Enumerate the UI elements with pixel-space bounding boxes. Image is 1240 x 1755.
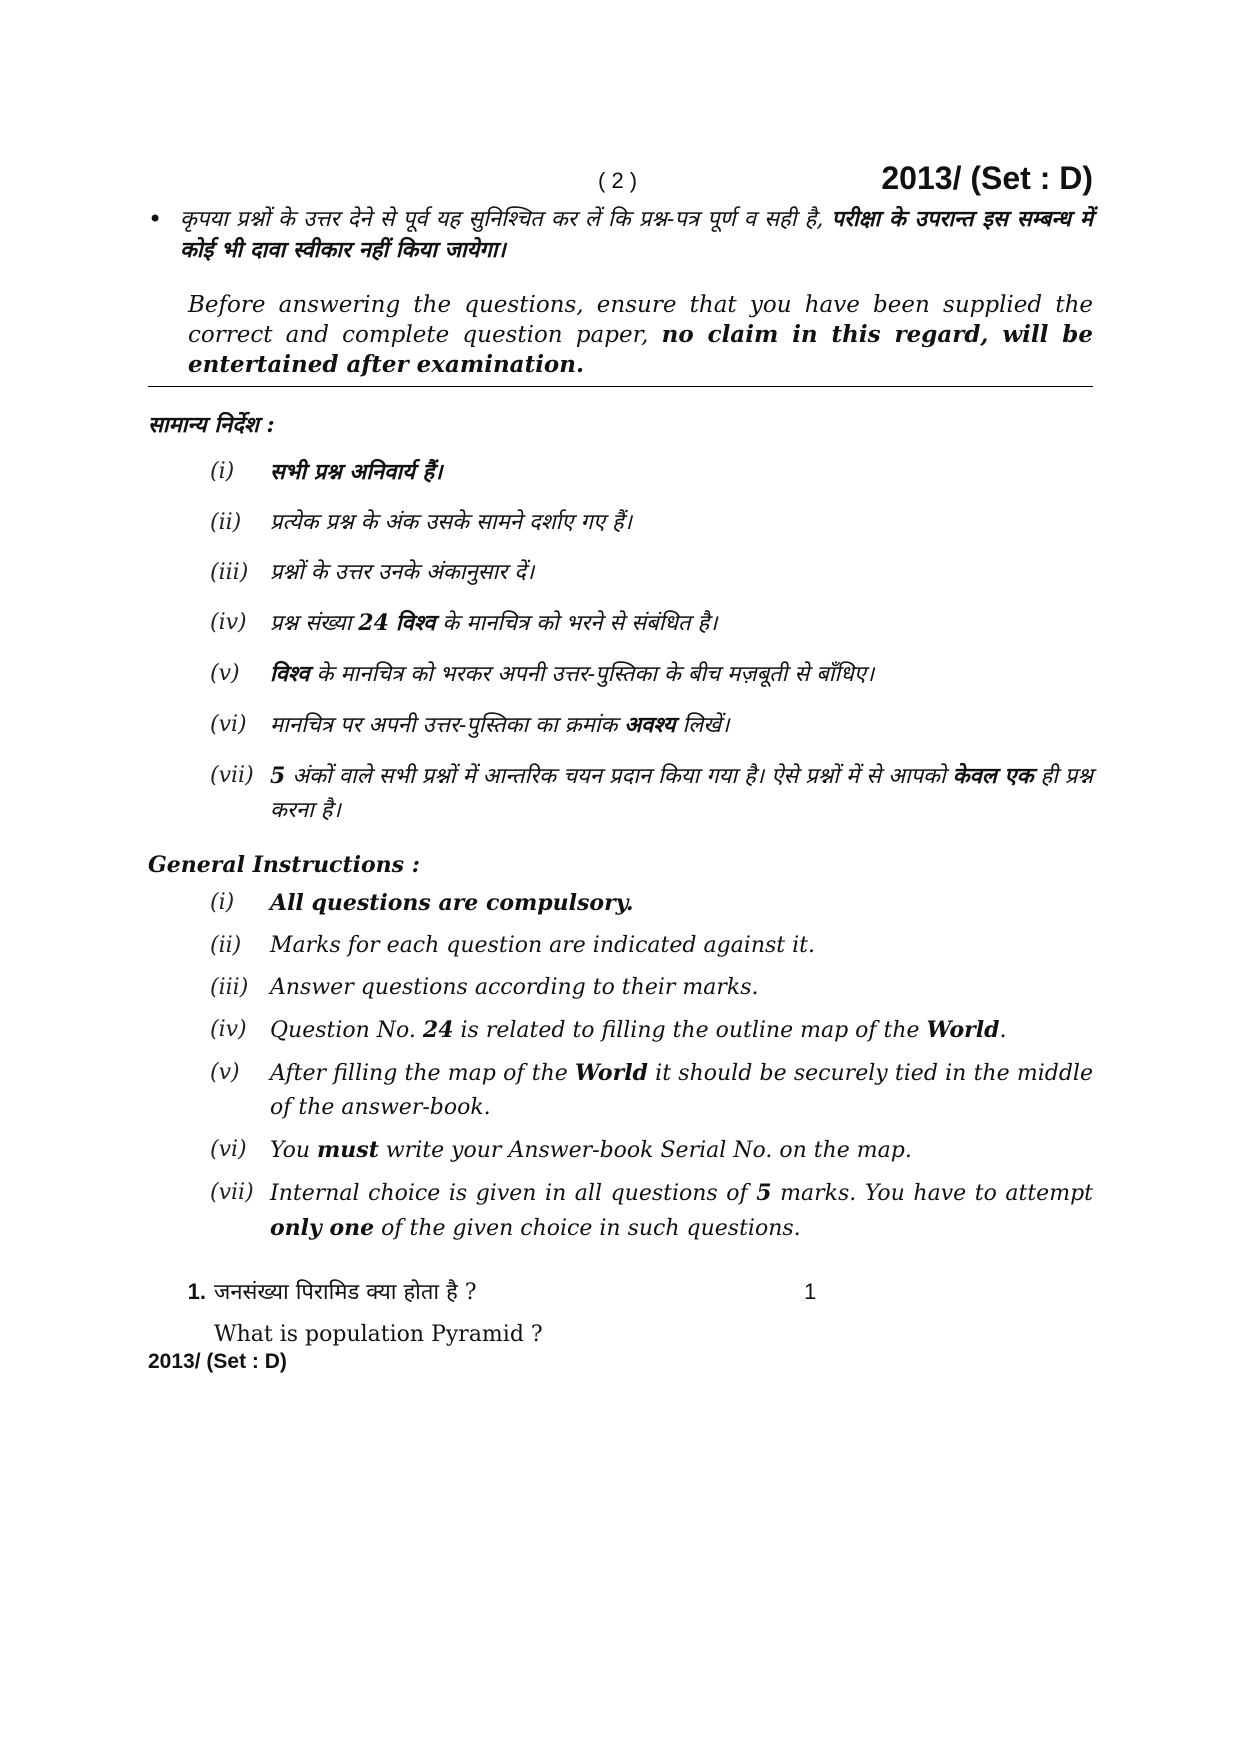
notice-hindi-bold: परीक्षा के उपरान्त इस सम्बन्ध में कोई भी दावा स्वीकार नहीं किया जायेगा। <box>180 206 1093 263</box>
hindi-instruction-item <box>210 606 1093 641</box>
notice-hindi <box>148 204 1093 266</box>
english-instructions-heading: General Instructions : <box>148 852 420 878</box>
question-hindi-text: जनसंख्या पिरामिड क्या होता है ? <box>214 1280 477 1305</box>
instruction-text-bold: World <box>926 1017 1000 1043</box>
exam-page <box>148 160 1093 1347</box>
instruction-text <box>270 886 1093 921</box>
instruction-text-part: After filling the map of the <box>270 1061 576 1086</box>
english-instruction-item <box>210 1133 1093 1168</box>
hindi-instruction-item <box>210 556 1093 590</box>
english-instruction-item <box>210 1056 1093 1125</box>
instruction-text <box>270 606 1093 641</box>
hindi-instructions-list <box>148 455 1093 828</box>
instruction-number: (iii) <box>210 975 249 1000</box>
notice-english-bold: no claim in this regard, will be entertained after examination. <box>188 321 1093 378</box>
instruction-text-part: लिखें। <box>675 713 730 738</box>
set-code-header: 2013/ (Set : D) <box>881 160 1093 196</box>
instruction-number: (iv) <box>210 1017 247 1042</box>
instruction-text-bold: only one <box>270 1215 375 1241</box>
instruction-text-bold: World <box>575 1060 648 1086</box>
instruction-text-part: प्रश्नों के उत्तर उनके अंकानुसार दें। <box>270 560 535 585</box>
instruction-text <box>270 455 1093 490</box>
instruction-text-part <box>389 611 396 636</box>
instruction-number: (iii) <box>210 560 249 585</box>
instruction-text <box>270 657 1093 692</box>
page-number: ( 2 ) <box>598 168 638 193</box>
question-marks: 1 <box>804 1279 817 1304</box>
instruction-number: (vi) <box>210 712 247 737</box>
footer-set-code: 2013/ (Set : D) <box>148 1350 287 1373</box>
instruction-number: (v) <box>210 661 240 686</box>
instruction-text <box>270 556 1093 590</box>
instruction-text-part: के मानचित्र को भरने से संबंधित है। <box>435 611 718 636</box>
english-instruction-item <box>210 1176 1093 1246</box>
english-instructions-list <box>148 886 1093 1246</box>
divider-line <box>148 386 1093 387</box>
instruction-text-part: of the given choice in such questions. <box>374 1216 801 1241</box>
question-number: 1. <box>187 1279 206 1304</box>
instruction-text-part: Answer questions according to their marks. <box>270 975 759 1000</box>
instruction-text-bold: 24 <box>422 1017 454 1043</box>
instruction-text-part: के मानचित्र को भरकर अपनी उत्तर-पुस्तिका के बीच मज़बूती से बाँधिए। <box>309 662 875 687</box>
bullet-icon: • <box>148 205 163 233</box>
instruction-number: (v) <box>210 1060 240 1085</box>
instruction-text-part: अंकों वाले सभी प्रश्नों में आन्तरिक चयन प्रदान किया गया है। ऐसे प्रश्नों में से आपको <box>285 764 953 789</box>
notice-hindi-plain: कृपया प्रश्नों के उत्तर देने से पूर्व यह सुनिश्चित कर लें कि प्रश्न-पत्र पूर्ण व सही है, <box>180 207 832 232</box>
instruction-text-part: ही प्रश्न करना है। <box>270 764 1093 823</box>
instruction-number: (i) <box>210 890 235 915</box>
instruction-number: (vii) <box>210 1180 254 1205</box>
hindi-instruction-item <box>210 657 1093 692</box>
instruction-text <box>270 1133 1093 1168</box>
hindi-instruction-item <box>210 506 1093 540</box>
question-english-text: What is population Pyramid ? <box>214 1322 543 1347</box>
instruction-text-part: प्रश्न संख्या <box>270 611 359 636</box>
instruction-text-bold: सभी प्रश्न अनिवार्य हैं। <box>270 459 443 485</box>
instruction-text <box>270 759 1093 828</box>
instruction-text-bold: must <box>317 1137 379 1163</box>
instruction-text <box>270 1176 1093 1246</box>
instruction-number: (iv) <box>210 610 247 635</box>
instruction-text-part: Marks for each question are indicated against it. <box>270 933 815 958</box>
notice-hindi-text <box>180 204 1093 266</box>
english-instruction-item <box>210 929 1093 963</box>
instruction-text-bold: All questions are compulsory. <box>270 890 634 916</box>
instruction-text-part: . <box>999 1018 1007 1043</box>
instruction-text <box>270 1056 1093 1125</box>
instruction-text-part: मानचित्र पर अपनी उत्तर-पुस्तिका का क्रमांक <box>270 713 625 738</box>
instruction-text-part: You <box>270 1138 318 1163</box>
instruction-text <box>270 1013 1093 1048</box>
instruction-text <box>270 929 1093 963</box>
hindi-instructions-heading: सामान्य निर्देश : <box>148 412 275 438</box>
instruction-text <box>270 506 1093 540</box>
instruction-text-bold: 5 <box>756 1180 772 1206</box>
instruction-text-part: it should be securely tied in the middle of the answer-book. <box>270 1061 1093 1120</box>
instruction-text-bold: 24 <box>358 610 389 636</box>
instruction-text-part: marks. You have to attempt <box>771 1181 1093 1206</box>
hindi-instruction-item <box>210 759 1093 828</box>
instruction-text-bold: विश्व <box>395 610 436 636</box>
instruction-text-bold: विश्व <box>270 661 310 687</box>
instruction-text-bold: अवश्य <box>624 712 676 738</box>
notice-english-plain: Before answering the questions, ensure that you have been supplied the correct and complete question paper, <box>188 292 1093 348</box>
question-1 <box>148 1276 1093 1347</box>
instruction-text-part: Question No. <box>270 1018 423 1043</box>
notice-english <box>188 290 1093 380</box>
instruction-text-part: is related to filling the outline map of the <box>453 1018 927 1043</box>
instruction-number: (i) <box>210 459 235 484</box>
instruction-number: (vi) <box>210 1137 247 1162</box>
hindi-instruction-item <box>210 455 1093 490</box>
instruction-text-bold: 5 <box>270 763 286 789</box>
instruction-text <box>270 708 1093 743</box>
english-instruction-item <box>210 1013 1093 1048</box>
instruction-text-part: write your Answer-book Serial No. on the map. <box>378 1138 912 1163</box>
instruction-number: (ii) <box>210 510 242 535</box>
english-instruction-item <box>210 886 1093 921</box>
instruction-text <box>270 971 1093 1005</box>
english-instruction-item <box>210 971 1093 1005</box>
hindi-instruction-item <box>210 708 1093 743</box>
page-header <box>148 160 1093 204</box>
instruction-text-part: Internal choice is given in all questions of <box>270 1181 757 1206</box>
instruction-text-part: प्रत्येक प्रश्न के अंक उसके सामने दर्शाए गए हैं। <box>270 510 633 535</box>
instruction-number: (vii) <box>210 763 254 788</box>
instruction-text-bold: केवल एक <box>952 763 1034 789</box>
instruction-number: (ii) <box>210 933 242 958</box>
